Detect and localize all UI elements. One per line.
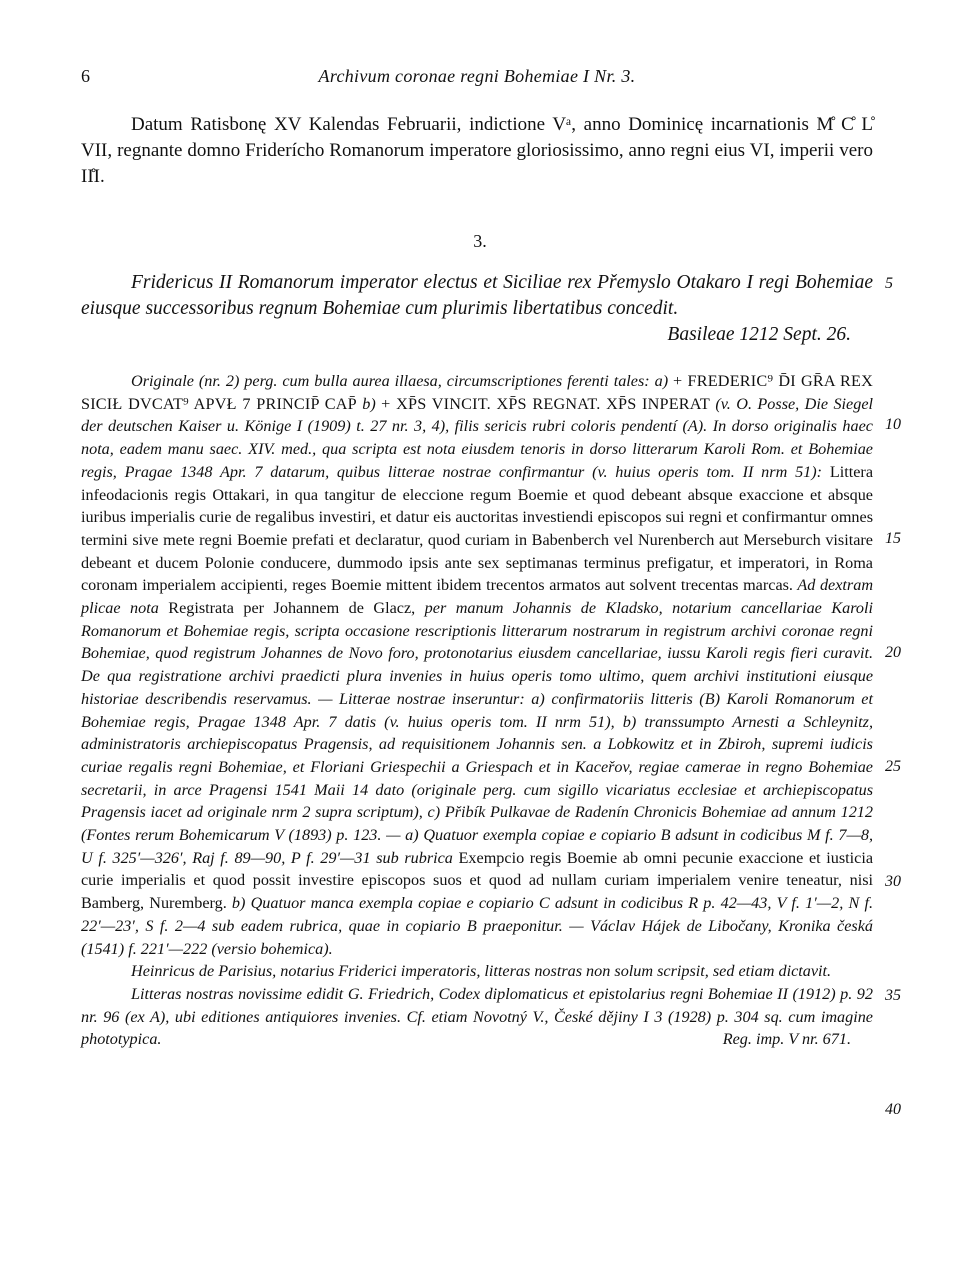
note-text: per manum Johannis de Kladsko, notarium cancellariae Karoli Romanorum et Bohemiae regis, scripta occasione rescriptionis litterarum nostrarum in registrum archivi coronae regni Bohemiae, quod registrum Johannes de Novo foro, protonotarius eiusdem cancellariae, iussu Karoli regis fieri curavit. De qua registratione archivi praedicti plura invenies in huius operis tomo ultimo, quem archivi institutioni eiusque historiae describendis reservamus. — Litterae nostrae inseruntur: a) confirmatoriis litteris (B) Karoli Romanorum et Bohemiae regis, Pragae 1348 Apr. 7 datis (v. huius operis tom. II nrm 51), b) transsumpto Arnesti a Schleynitz, administratoris archiepiscopatus Pragensis, ad requisitionem Johannis sen. a Lobkowitz et in Zbiroh, supremi iudicis curiae regalis regni Bohemiae, et Floriani Griespechii a Griespach et in Kaceřov, regiae camerae in regno Bohemiae secretarii, in arce Pragensi 1541 Maii 14 dato (originale perg. cum sigillo vicariatus ecclesiae et archiepiscopatus Pragensis iacet ad originale nrm 2 supra scriptum), c) Přibík Pulkavae de Radenín Chronicis Bohemiae ad annum 1212 (Fontes rerum Bohemicarum V (1893) p. 123. — a) Quatuor exempla copiae e copiario B adsunt in codicibus M f. 7—8, U f. 325′—326′, Raj f. 89—90, P f. 29′—31 sub rubrica: [81, 599, 873, 867]
datum-paragraph: [81, 112, 873, 190]
document-number: 3.: [473, 231, 487, 251]
critical-apparatus: [81, 370, 873, 1051]
page-number: 6: [81, 66, 90, 86]
note-text: b): [356, 394, 382, 413]
note-text: (v. O. Posse, Die Siegel der deutschen Kaiser u. Könige I (1909) t. 27 nr. 3, 4), filis sericis rubri coloris pendentí (A). In dorso originalis haec nota, eadem manu saec. XIV. med., qua scripta est nota eiusdem tenoris in dorso litterarum Karoli Rom. et Bohemiae regis, Pragae 1348 Apr. 7 datarum, quibus litterae nostrae confirmantur (v. huius operis tom. II nrm 51):: [81, 394, 874, 481]
note-text: Litteras nostras novissime edidit G. Friedrich, Codex diplomaticus et epistolarius regni Bohemiae II (1912) p. 92 nr. 96 (ex A), ubi editiones antiquiores invenies. Cf. etiam Novotný V., České dějiny I 3 (1928) p. 304 sq. cum imagine phototypica.: [81, 984, 873, 1049]
registrata-word: Registrata: [168, 599, 234, 618]
regest: [81, 270, 873, 348]
line-number: 30: [885, 873, 901, 890]
running-title: Archivum coronae regni Bohemiae I Nr. 3.: [318, 66, 636, 86]
line-number: 25: [885, 758, 901, 775]
regest-text: [81, 270, 873, 345]
datum-text: Datum Ratisbonę XV Kalendas Februarii, indictione Vᵃ, anno Dominicę incarnationis M̊ C̊ L̊ VII, regnante domno Friderícho Romanorum imperatore gloriosissimo, anno regni eius VI, imperii vero II̊I.: [81, 114, 873, 187]
seal-legend-a: + FREDERIC⁹ D̄I GR̄A REX SICIŁ DVCAT⁹ APVŁ 7 PRINCIP̄ CAP̄: [81, 372, 873, 413]
seal-legend-b: + XP̄S VINCIT. XP̄S REGNAT. XP̄S INPERAT: [381, 394, 710, 413]
regesta-reference: Reg. imp. V nr. 671.: [722, 1030, 851, 1049]
glacz-name: Johannem de Glacz,: [273, 599, 416, 618]
apparatus-paragraph-1: [81, 370, 873, 960]
note-text: b) Quatuor manca exempla copiae e copiario C adsunt in codicibus R p. 42—43, V f. 1′—2, N f. 22′—23′, S f. 2—4 sub eadem rubrica, quae in copiario B praeponitur. — Václav Hájek de Libočany, Kronika česká (1541) f. 221′—222 (versio bohemica).: [81, 894, 873, 958]
dorsal-note: Littera infeodacionis regis Ottakari, in qua tangitur de eleccione regum Boemie et quod debeant absque exaccione et absque iuribus imperialis curie de regalibus investiri, et datur eis auctoritas investiendi episcopos sui regni et confirmantur omnes termini sive mete regni Boemie prefati et declaratur, quod curiam in Babenberch vel Nurenberch aut Merseburch visitare debeant et ducem Polonie conducere, dummodo ipsis ante sex septimanas terminus prefigatur, et imperatori, in Roma coronam imperialem accipienti, reges Boemie mittent ibidem trecentos armatos aut solvent trecentas marcas.: [81, 462, 873, 595]
regest-summary: Fridericus II Romanorum imperator electus et Siciliae rex Přemyslo Otakaro I regi Bohemiae eiusque successoribus regnum Bohemiae cum plurimis libertatibus concedit.: [81, 272, 873, 319]
rubric-text: Exempcio regis Boemie ab omni pecunie exaccione et iusticia curie imperialis et quod possit investire episcopos suos et quod ad nullam curiam imperialem venire teneatur, nisi Bamberg, Nuremberg.: [81, 848, 873, 913]
line-number: 40: [885, 1101, 901, 1118]
apparatus-paragraph-3: [81, 983, 873, 1051]
note-text: Heinricus de Parisius, notarius Friderici imperatoris, litteras nostras non solum scripsit, sed etiam dictavit.: [131, 962, 832, 981]
line-number: 35: [885, 987, 901, 1004]
regest-date: Basileae 1212 Sept. 26.: [667, 324, 851, 345]
line-number: 20: [885, 644, 901, 661]
running-header: [81, 66, 873, 90]
apparatus-paragraph-2: [81, 960, 873, 983]
line-number: 10: [885, 416, 901, 433]
note-text: Ad dextram plicae nota: [81, 576, 874, 618]
line-number: 5: [885, 275, 893, 292]
note-text: Originale (nr. 2) perg. cum bulla aurea illaesa, circumscriptiones ferenti tales: a): [131, 372, 674, 390]
note-text: per: [233, 599, 274, 618]
line-number: 15: [885, 530, 901, 547]
